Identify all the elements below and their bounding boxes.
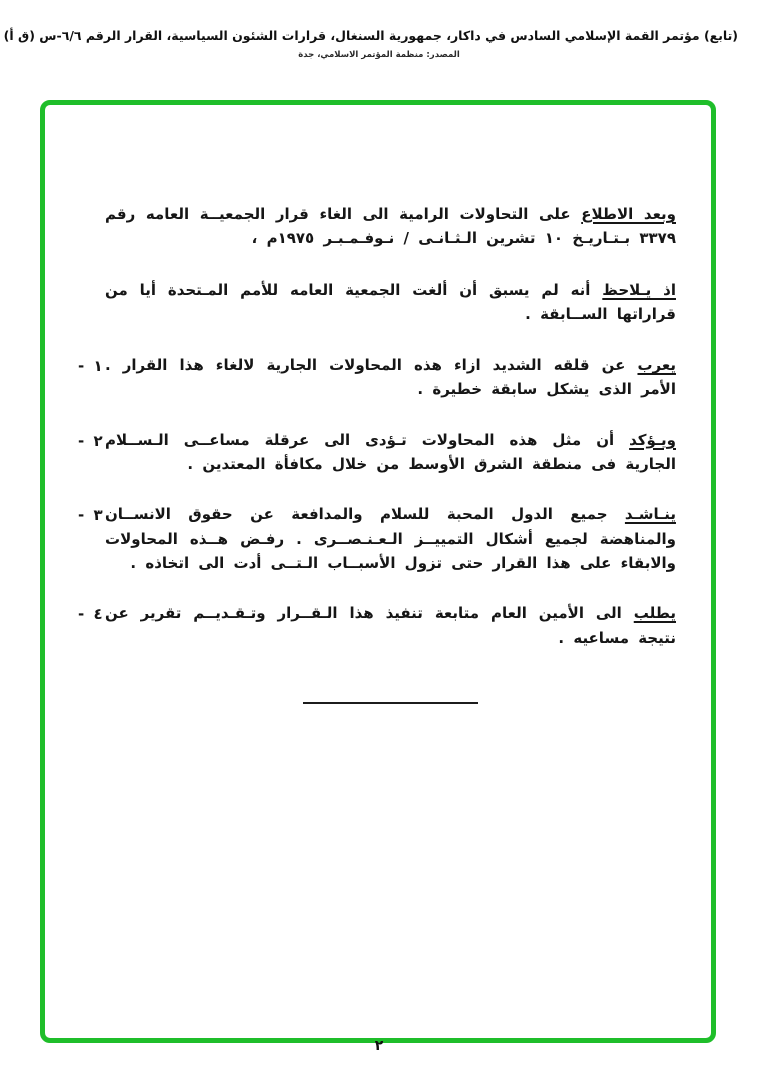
- operative-item: [78, 502, 676, 575]
- page-number: ٢: [374, 1038, 384, 1054]
- item-number: - ١: [78, 357, 103, 376]
- item-number: - ٣: [78, 506, 103, 525]
- item-text: [105, 601, 676, 650]
- preamble-paragraph: [105, 202, 676, 251]
- item-lead: ويـؤكد: [629, 430, 676, 449]
- item-body: جميع الدول المحبة للسلام والمدافعة عن حقوق الانســان والمناهضة لجميع أشكال التمييــز الـعـنـصــرى . رفـض هــذه المحاولات والابقاء على هذا القرار حتى تزول الأسبــاب الـتــى أدت الى اتخاذه .: [105, 505, 676, 572]
- paragraph-lead: اذ يـلاحظ: [602, 280, 676, 299]
- item-lead: يطلب: [633, 604, 676, 623]
- item-body: عن قلقه الشديد ازاء هذه المحاولات الجارية لالغاء هذا القرار . الأمر الذى يشكل سابقة خطيرة .: [105, 356, 676, 399]
- item-body: أن مثل هذه المحاولات تـؤدى الى عرقلة مساعــى الـســلام الجارية فى منطقة الشرق الأوسط من خلال مكافأة المعتدين .: [105, 430, 676, 474]
- item-number: - ٤: [78, 605, 103, 624]
- item-lead: ينـاشـد: [624, 505, 676, 524]
- paragraph-lead: وبعد الاطلاع: [581, 205, 676, 223]
- divider-line: [303, 702, 478, 704]
- highlight-frame: [40, 100, 716, 1043]
- item-number: - ٢: [78, 431, 103, 450]
- item-text: [105, 353, 676, 402]
- preamble-paragraph: [105, 278, 676, 327]
- paragraph-text: على التحاولات الرامية الى الغاء قرار الجمعيــة العامه رقم ٣٣٧٩ بـتـاريـخ ١٠ تشرين الـثـانـى / نـوفـمـبـر ١٩٧٥م ،: [105, 205, 676, 248]
- item-body: الى الأمين العام متابعة تنفيذ هذا الـقــرار وتـقـديــم تقرير عن نتيجة مساعيه .: [105, 604, 676, 647]
- operative-item: [78, 601, 676, 650]
- item-lead: يعرب: [637, 356, 676, 375]
- paragraph-text: أنه لم يسبق أن ألغت الجمعية العامه للأمم المـتحدة أيا من قراراتها الســابقة .: [105, 280, 676, 323]
- header-citation: (تابع) مؤتمر القمة الإسلامي السادس في داكار، جمهورية السنغال، قرارات الشئون السياسية، القرار الرقم ٦/٦-س (ق أ): [3, 28, 738, 43]
- operative-item: [78, 428, 676, 477]
- item-text: [105, 502, 676, 575]
- operative-item: [78, 353, 676, 402]
- item-text: [105, 428, 676, 477]
- document-body: [45, 105, 711, 704]
- header: [3, 28, 738, 60]
- header-source: المصدر: منظمة المؤتمر الاسلامي، جدة: [298, 50, 460, 60]
